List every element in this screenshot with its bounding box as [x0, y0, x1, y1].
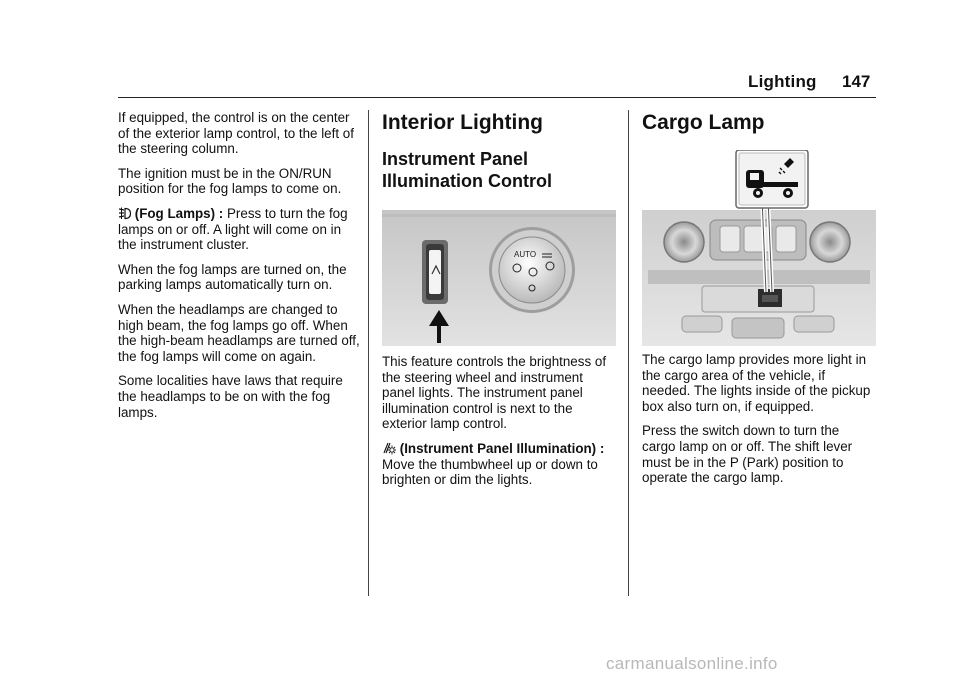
paragraph: When the headlamps are changed to high beam, the fog lamps go off. When the high-beam headlamps are turned off, the fog lamps will come on again.: [118, 301, 360, 364]
paragraph: [382, 441, 616, 488]
instrument-panel-term: (Instrument Panel Illumination) :: [399, 440, 605, 456]
fog-lamps-text: Press to turn the fog lamps on or off. A light will come on in the instrument cluster.: [118, 205, 348, 253]
paragraph: If equipped, the control is on the center of the exterior lamp control, to the left of the steering column.: [118, 110, 354, 157]
section-heading: Cargo Lamp: [642, 111, 765, 134]
section-title: Lighting: [748, 72, 817, 91]
fog-lamps-term: (Fog Lamps) :: [134, 205, 224, 221]
paragraph: Press the switch down to turn the cargo lamp on or off. The shift lever must be in the P (Park) position to operate the cargo lamp.: [642, 423, 853, 486]
instrument-panel-illumination-icon: [382, 441, 400, 456]
fog-lamp-icon: [118, 206, 135, 221]
column-fog-lamps: [118, 110, 360, 429]
instrument-panel-figure: [382, 210, 616, 346]
instrument-panel-text: Move the thumbwheel up or down to brighten or dim the lights.: [382, 456, 598, 488]
paragraph: The ignition must be in the ON/RUN position for the fog lamps to come on.: [118, 165, 342, 197]
watermark: carmanualsonline.info: [606, 654, 778, 673]
subsection-heading: Instrument Panel Illumination Control: [382, 149, 552, 191]
section-heading: Interior Lighting: [382, 111, 543, 134]
column-divider: [628, 110, 629, 596]
cargo-lamp-figure: [642, 150, 876, 346]
column-divider: [368, 110, 369, 596]
column-interior-lighting: [382, 108, 616, 497]
paragraph: When the fog lamps are turned on, the parking lamps automatically turn on.: [118, 261, 347, 293]
paragraph: Some localities have laws that require the headlamps to be on with the fog lamps.: [118, 373, 343, 420]
page-header: [0, 0, 960, 100]
paragraph: The cargo lamp provides more light in the cargo area of the vehicle, if needed. The lights inside of the pickup box also turn on, if equipped.: [642, 352, 871, 414]
column-cargo-lamp: [642, 108, 876, 495]
header-rule: [118, 97, 876, 98]
page-number: 147: [842, 72, 871, 91]
paragraph: This feature controls the brightness of the steering wheel and instrument panel lights. The instrument panel illumination control is next to the exterior lamp control.: [382, 354, 607, 432]
knob-auto-label: AUTO: [514, 250, 537, 259]
paragraph: [118, 206, 360, 253]
